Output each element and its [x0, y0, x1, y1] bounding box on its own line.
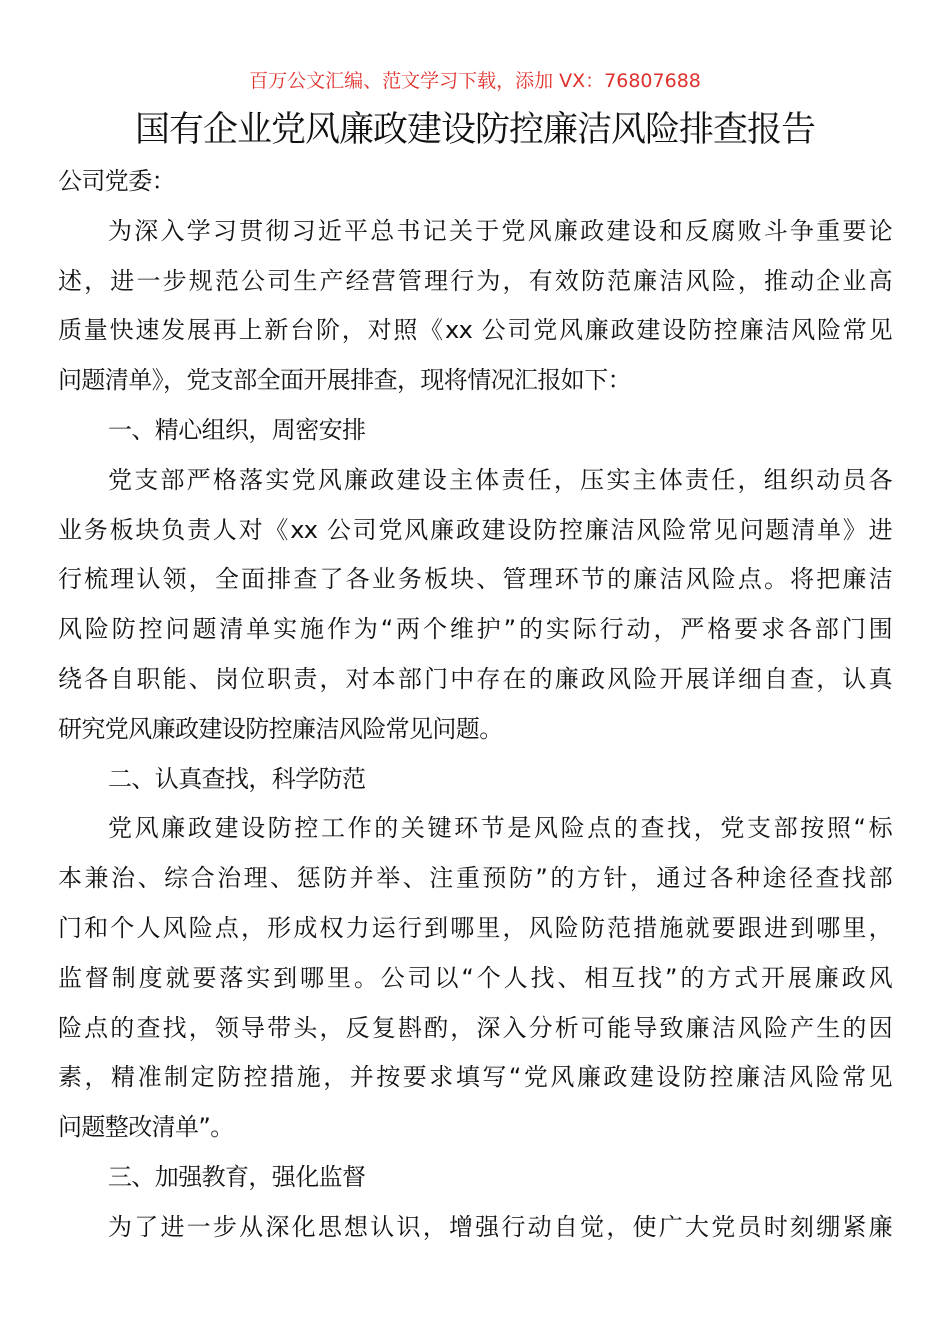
paragraph: [58, 207, 892, 406]
paragraph: [58, 804, 892, 1153]
text-line: 本兼治、综合治理、惩防并举、注重预防”的方针，通过各种途径查找部: [58, 864, 892, 893]
paragraph: [58, 1203, 892, 1253]
text-line: 问题整改清单”。: [58, 1113, 234, 1142]
text-line: 行梳理认领，全面排查了各业务板块、管理环节的廉洁风险点。将把廉洁: [58, 565, 892, 594]
text-line: 述，进一步规范公司生产经营管理行为，有效防范廉洁风险，推动企业高: [58, 266, 892, 295]
text-line: 三、加强教育，强化监督: [108, 1162, 366, 1191]
text-line: 党风廉政建设防控工作的关键环节是风险点的查找，党支部按照“标: [108, 814, 892, 843]
text-line: 研究党风廉政建设防控廉洁风险常见问题。: [58, 714, 503, 743]
document-body: [58, 157, 892, 1253]
text-line: 党支部严格落实党风廉政建设主体责任，压实主体责任，组织动员各: [108, 465, 892, 494]
section-heading: [58, 1153, 892, 1203]
text-line: 素，精准制定防控措施，并按要求填写“党风廉政建设防控廉洁风险常见: [58, 1063, 892, 1092]
text-line: 一、精心组织，周密安排: [108, 415, 366, 444]
text-line: 险点的查找，领导带头，反复斟酌，深入分析可能导致廉洁风险产生的因: [58, 1013, 892, 1042]
text-line: 绕各自职能、岗位职责，对本部门中存在的廉政风险开展详细自查，认真: [58, 664, 892, 693]
salutation: 公司党委：: [58, 167, 175, 195]
text-line: 门和个人风险点，形成权力运行到哪里，风险防范措施就要跟进到哪里，: [58, 913, 892, 942]
watermark-header: 百万公文汇编、范文学习下载，添加 VX：76807688: [249, 70, 701, 92]
text-line: 监督制度就要落实到哪里。公司以“个人找、相互找”的方式开展廉政风: [58, 963, 892, 992]
text-line: 问题清单》，党支部全面开展排查，现将情况汇报如下：: [58, 366, 631, 395]
paragraph: [58, 456, 892, 755]
section-heading: [58, 406, 892, 456]
text-line: 风险防控问题清单实施作为“两个维护”的实际行动，严格要求各部门围: [58, 615, 892, 644]
text-line: 业务板块负责人对《xx 公司党风廉政建设防控廉洁风险常见问题清单》进: [58, 515, 892, 544]
section-heading: [58, 755, 892, 805]
text-line: 质量快速发展再上新台阶，对照《xx 公司党风廉政建设防控廉洁风险常见: [58, 316, 892, 345]
document-title: 国有企业党风廉政建设防控廉洁风险排查报告: [134, 110, 815, 150]
text-line: 二、认真查找，科学防范: [108, 764, 366, 793]
text-line: 为深入学习贯彻习近平总书记关于党风廉政建设和反腐败斗争重要论: [108, 216, 892, 245]
text-line: 为了进一步从深化思想认识，增强行动自觉，使广大党员时刻绷紧廉: [108, 1212, 892, 1241]
